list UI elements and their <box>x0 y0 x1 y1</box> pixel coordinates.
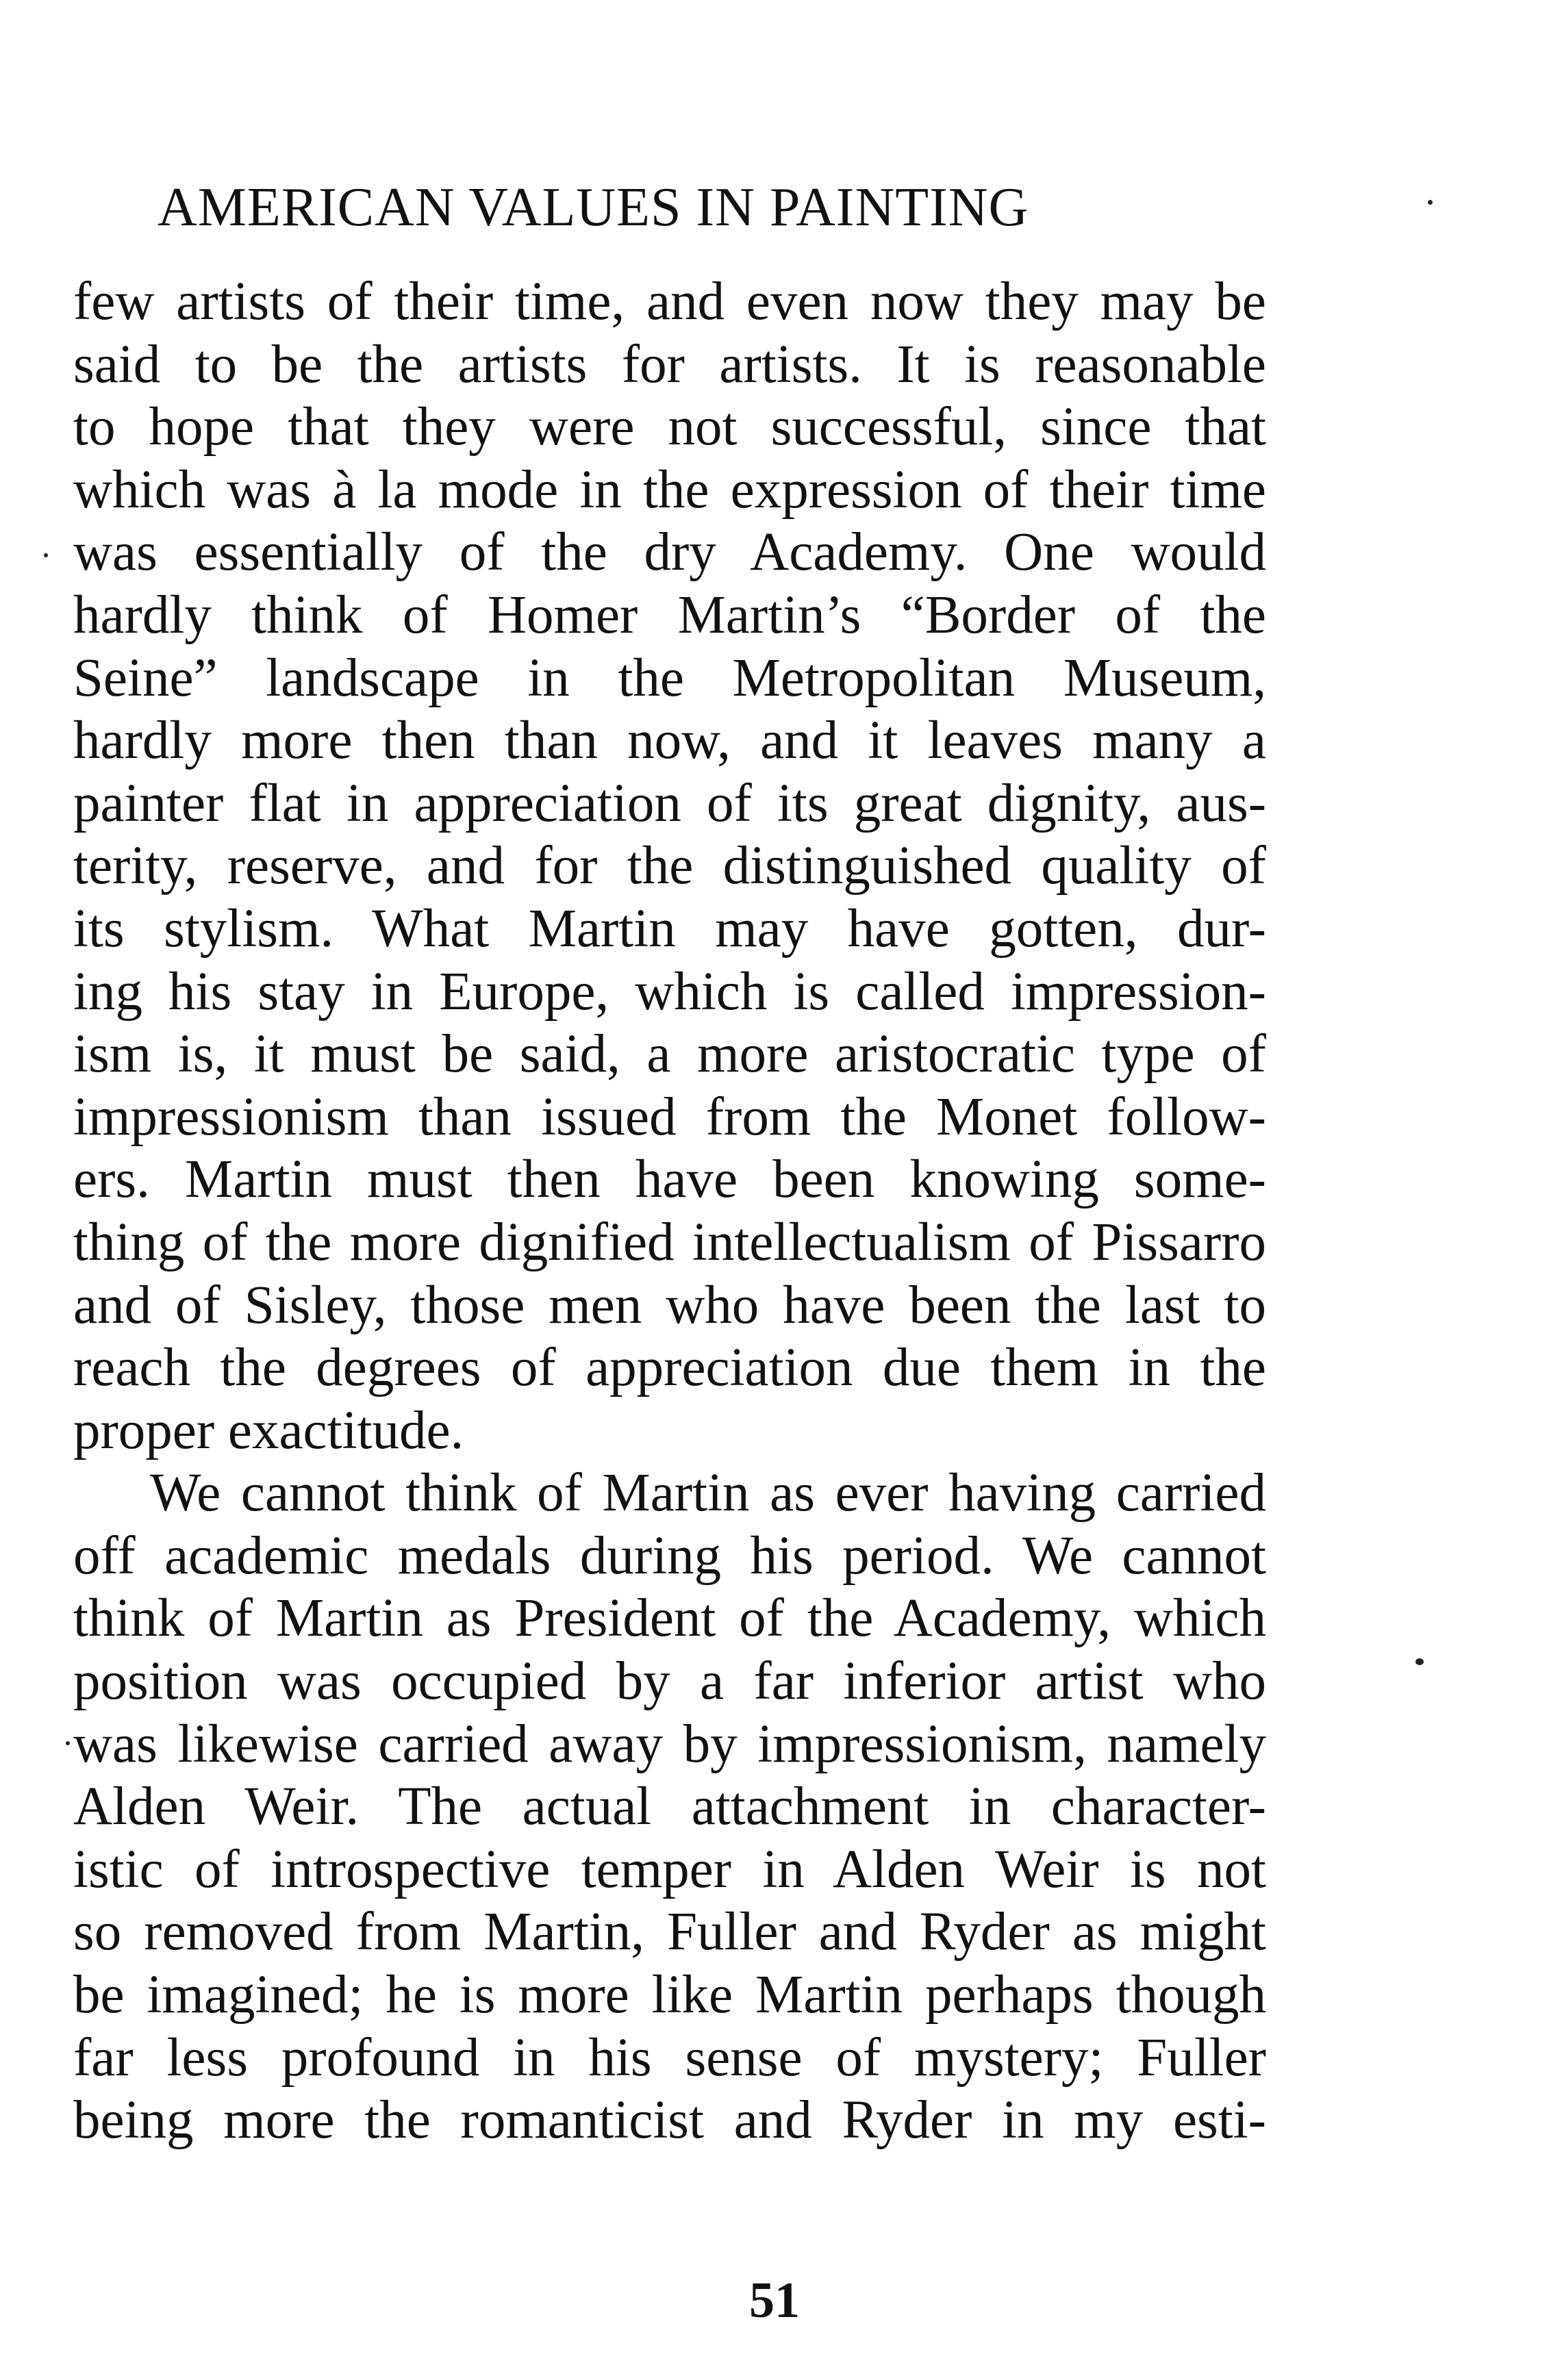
text-line: be imagined; he is more like Martin perhaps though <box>73 1965 1266 2025</box>
body-text <box>73 270 1266 2152</box>
text-line: said to be the artists for artists. It is reasonable <box>73 334 1266 394</box>
text-line: Alden Weir. The actual attachment in character- <box>73 1777 1266 1837</box>
text-line: and of Sisley, those men who have been the last to <box>73 1275 1266 1335</box>
text-line: position was occupied by a far inferior artist who <box>73 1651 1266 1712</box>
text-line: ism is, it must be said, a more aristocratic type of <box>73 1024 1266 1085</box>
text-line: off academic medals during his period. We cannot <box>73 1526 1266 1586</box>
scan-speck <box>1428 200 1433 205</box>
text-line: was essentially of the dry Academy. One would <box>73 522 1266 583</box>
text-line: Seine” landscape in the Metropolitan Museum, <box>73 648 1266 708</box>
text-line: hardly more then than now, and it leaves many a <box>73 711 1266 771</box>
text-line: We cannot think of Martin as ever having carried <box>150 1463 1266 1523</box>
running-head: AMERICAN VALUES IN PAINTING <box>158 177 1029 238</box>
text-line: proper exactitude. <box>73 1400 464 1460</box>
text-line: few artists of their time, and even now they may be <box>73 272 1266 331</box>
scan-speck <box>1415 1658 1424 1665</box>
text-line: was likewise carried away by impressionism, namely <box>73 1714 1266 1774</box>
text-line: its stylism. What Martin may have gotten, dur- <box>73 898 1266 959</box>
scan-speck <box>66 1741 70 1745</box>
text-line: being more the romanticist and Ryder in my esti- <box>73 2090 1266 2151</box>
text-line: ing his stay in Europe, which is called impression- <box>73 961 1266 1022</box>
text-line: istic of introspective temper in Alden Weir is not <box>73 1839 1266 1899</box>
text-line: far less profound in his sense of mystery; Fuller <box>73 2027 1266 2088</box>
text-line: which was à la mode in the expression of their time <box>73 459 1266 520</box>
page-number: 51 <box>749 2273 800 2329</box>
text-line: think of Martin as President of the Academy, which <box>73 1588 1266 1649</box>
text-line: terity, reserve, and for the distinguished quality of <box>73 836 1266 896</box>
text-line: impressionism than issued from the Monet follow- <box>73 1087 1266 1147</box>
text-line: reach the degrees of appreciation due them in the <box>73 1338 1266 1398</box>
text-line: to hope that they were not successful, since that <box>73 397 1266 457</box>
text-line: hardly think of Homer Martin’s “Border of the <box>73 585 1266 645</box>
text-line: so removed from Martin, Fuller and Ryder as might <box>73 1902 1266 1962</box>
scan-speck <box>44 553 48 557</box>
text-line: painter flat in appreciation of its great dignity, aus- <box>73 773 1266 833</box>
text-line: ers. Martin must then have been knowing some- <box>73 1150 1266 1210</box>
text-line: thing of the more dignified intellectualism of Pissarro <box>73 1212 1266 1272</box>
